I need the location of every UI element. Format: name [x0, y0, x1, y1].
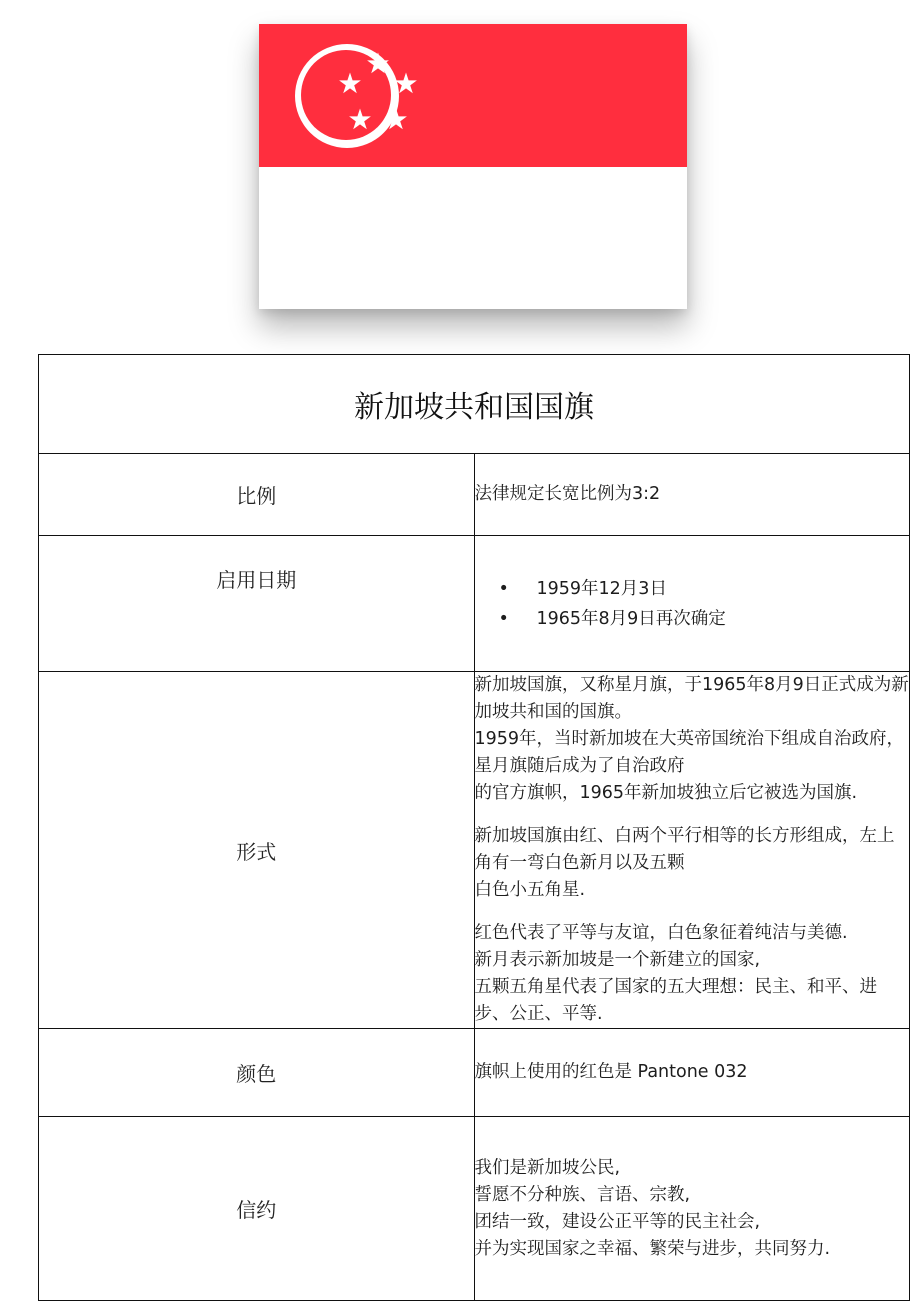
table-row	[39, 1117, 910, 1301]
row-label-pledge: 信约	[39, 1117, 475, 1301]
row-label-ratio: 比例	[39, 454, 475, 536]
form-paragraph	[475, 920, 910, 1028]
date-item: • 1959年12月3日	[499, 574, 910, 604]
form-line: 白色小五角星.	[474, 880, 586, 900]
row-content-date	[474, 536, 910, 672]
date-item: • 1965年8月9日再次确定	[499, 604, 910, 634]
pledge-line: 并为实现国家之幸福、繁荣与进步，共同努力.	[474, 1238, 831, 1259]
pledge-line: 誓愿不分种族、言语、宗教,	[474, 1184, 691, 1205]
table-row	[39, 1029, 910, 1117]
form-paragraph	[475, 672, 910, 807]
pledge-line: 我们是新加坡公民,	[474, 1157, 621, 1178]
form-line: 新月表示新加坡是一个新建立的国家,	[474, 950, 761, 970]
row-label-color: 颜色	[39, 1029, 475, 1117]
form-line: 新加坡国旗，又称星月旗，于1965年8月9日正式成为新加坡共和国的国旗。	[474, 675, 909, 722]
date-list	[475, 574, 910, 634]
form-paragraph	[475, 823, 910, 904]
form-line: 红色代表了平等与友谊，白色象征着纯洁与美德.	[474, 923, 848, 943]
pledge-line: 团结一致，建设公正平等的民主社会,	[474, 1211, 761, 1232]
row-content-ratio: 法律规定长宽比例为3:2	[474, 454, 910, 536]
crescent-icon	[295, 44, 399, 148]
row-content-pledge	[474, 1117, 910, 1301]
table-row	[39, 454, 910, 536]
row-content-color: 旗帜上使用的红色是 Pantone 032	[474, 1029, 910, 1117]
form-line: 1959年，当时新加坡在大英帝国统治下组成自治政府，星月旗随后成为了自治政府	[474, 729, 905, 776]
flag-graphic	[259, 24, 687, 309]
row-label-form: 形式	[39, 672, 475, 1029]
form-line: 的官方旗帜，1965年新加坡独立后它被选为国旗.	[474, 783, 858, 803]
table-row	[39, 672, 910, 1029]
flag-info-table	[38, 354, 910, 1301]
singapore-flag	[259, 24, 687, 309]
table-row	[39, 536, 910, 672]
form-line: 新加坡国旗由红、白两个平行相等的长方形组成，左上角有一弯白色新月以及五颗	[474, 826, 895, 873]
row-label-date: 启用日期	[39, 536, 475, 672]
row-content-form	[474, 672, 910, 1029]
form-line: 五颗五角星代表了国家的五大理想：民主、和平、进步、公正、平等.	[474, 977, 877, 1024]
table-title: 新加坡共和国国旗	[39, 355, 910, 454]
flag-white-band	[259, 167, 687, 309]
